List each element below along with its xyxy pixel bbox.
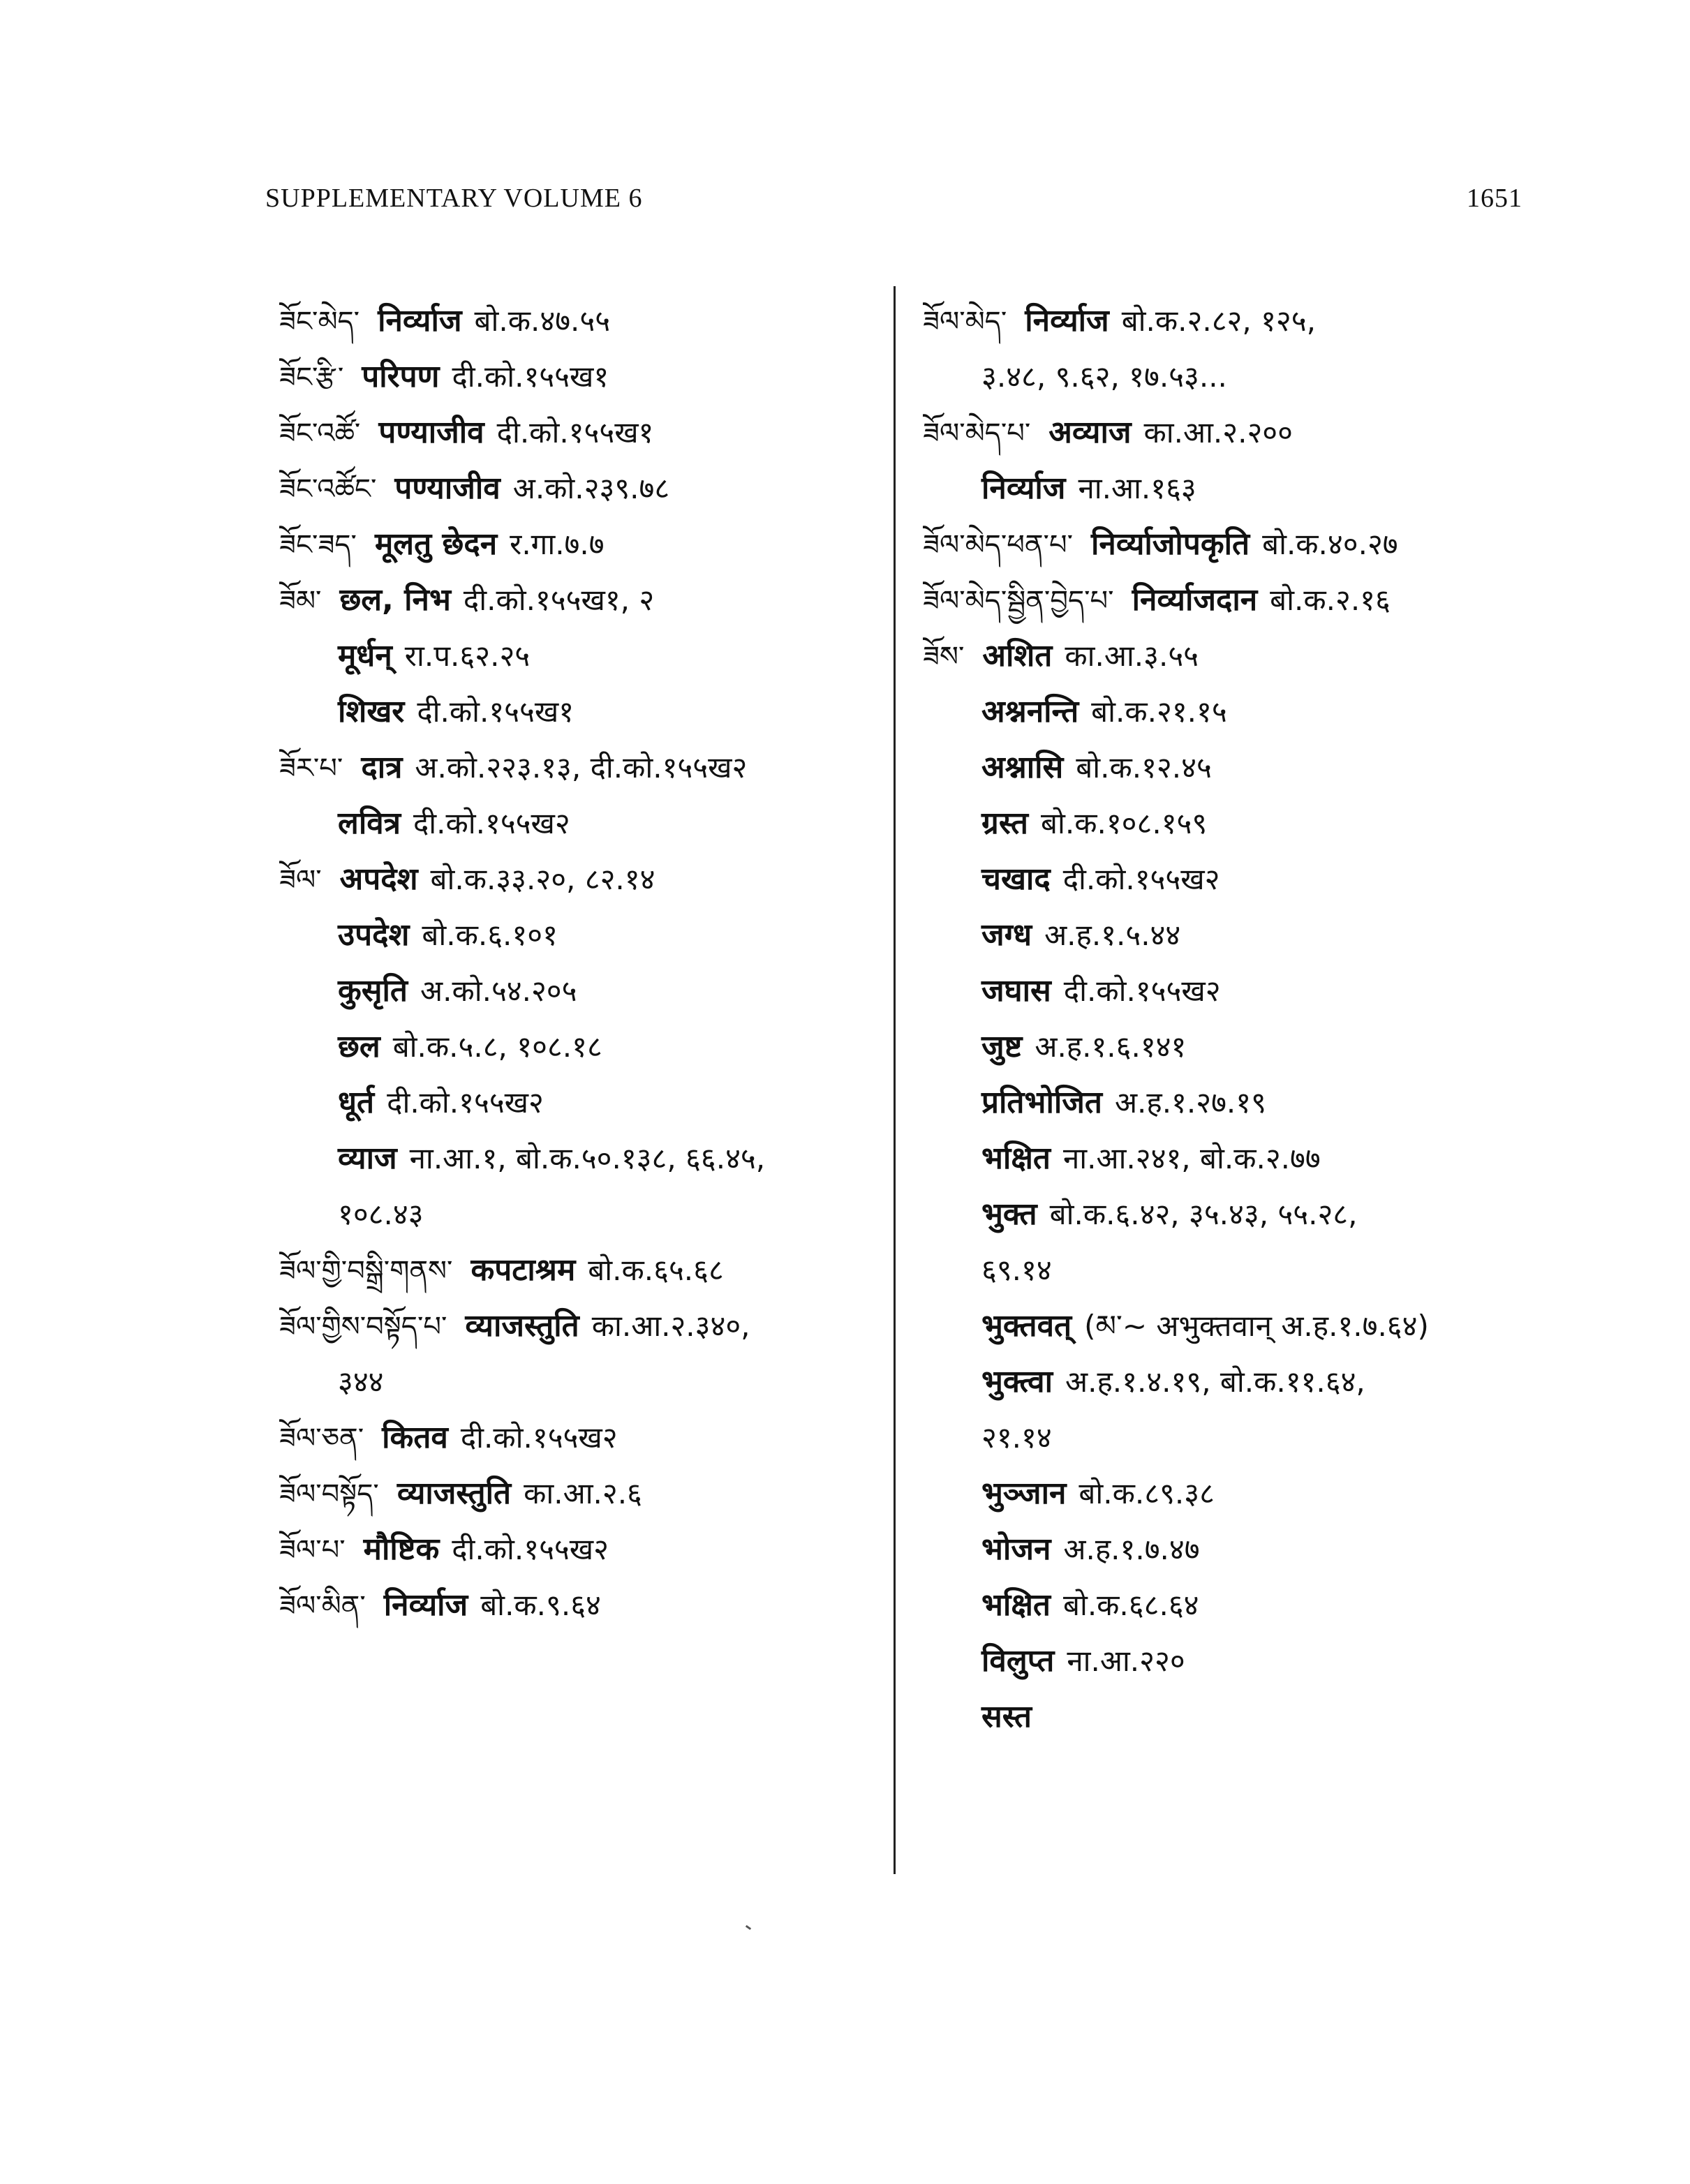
tibetan-headword: ཟོལ་མེད་ཕན་པ་ xyxy=(923,529,1073,561)
sanskrit-equivalent: अशित xyxy=(982,638,1053,674)
source-reference: ६९.१४ xyxy=(981,1253,1052,1287)
dictionary-entry xyxy=(279,1466,880,1522)
sub-entry xyxy=(279,796,880,852)
dictionary-entry xyxy=(923,405,1523,461)
sub-entry xyxy=(923,1466,1523,1522)
source-reference: अ.को.२२३.१३, दी.को.१५५ख२ xyxy=(415,750,748,785)
sanskrit-equivalent: निर्व्याज xyxy=(383,1587,468,1623)
tibetan-headword: ཟོས་ xyxy=(923,641,965,673)
source-reference: अ.को.२३९.७८ xyxy=(512,471,670,505)
source-reference: बो.क.१२.४५ xyxy=(1076,750,1212,785)
sanskrit-equivalent: अश्ननन्ति xyxy=(981,694,1079,729)
sanskrit-equivalent: भुञ्जान xyxy=(981,1476,1067,1511)
sanskrit-equivalent: भुक्तवत् xyxy=(981,1308,1072,1344)
source-reference: दी.को.१५५ख१ xyxy=(452,359,609,394)
sub-entry xyxy=(923,684,1523,740)
sanskrit-equivalent: अपदेश xyxy=(339,861,418,897)
source-reference: बो.क.२.१६ xyxy=(1270,583,1391,617)
continuation-line xyxy=(923,1242,1523,1298)
sub-entry xyxy=(923,1019,1523,1075)
sub-entry xyxy=(279,1131,880,1187)
sanskrit-equivalent: दात्र xyxy=(361,750,403,785)
source-reference: बो.क.५.८, १०८.१८ xyxy=(392,1030,602,1064)
dictionary-entry xyxy=(279,1410,880,1466)
tibetan-headword: ཟོལ་མེད་པ་ xyxy=(923,417,1031,450)
source-reference: बो.क.६८.६४ xyxy=(1062,1588,1199,1622)
sub-entry xyxy=(279,907,880,963)
dictionary-entry xyxy=(279,572,880,628)
source-reference: दी.को.१५५ख२ xyxy=(1063,974,1221,1008)
tibetan-headword: ཟོང་མེད་ xyxy=(279,306,360,338)
sanskrit-equivalent: विलुप्त xyxy=(981,1643,1055,1679)
sub-entry xyxy=(923,740,1523,796)
source-reference: बो.क.४७.५५ xyxy=(474,304,611,338)
dictionary-entry xyxy=(279,1577,880,1633)
sub-entry xyxy=(279,628,880,684)
sanskrit-equivalent: प्रतिभोजित xyxy=(981,1085,1102,1120)
source-reference: १०८.४३ xyxy=(338,1197,424,1231)
sanskrit-equivalent: निर्व्याज xyxy=(981,470,1066,506)
dictionary-entry xyxy=(279,461,880,517)
source-reference: रा.प.६२.२५ xyxy=(404,639,531,673)
sanskrit-equivalent: मूलतु छेदन xyxy=(374,526,498,562)
source-reference: ना.आ.१६३ xyxy=(1078,471,1196,505)
continuation-line xyxy=(279,1354,880,1410)
dictionary-entry xyxy=(279,293,880,349)
sanskrit-equivalent: निर्व्याज xyxy=(1025,303,1109,339)
dictionary-entry xyxy=(279,349,880,405)
sanskrit-equivalent: धूर्त xyxy=(338,1085,375,1120)
source-reference: बो.क.२१.१५ xyxy=(1091,694,1227,729)
sanskrit-equivalent: कपटाश्रम xyxy=(470,1252,576,1288)
dictionary-entry xyxy=(279,517,880,572)
sanskrit-equivalent: भक्षित xyxy=(981,1587,1051,1623)
sanskrit-equivalent: मूर्धन् xyxy=(338,638,392,674)
right-column xyxy=(923,293,1523,1745)
sanskrit-equivalent: ग्रस्त xyxy=(981,805,1029,841)
sub-entry xyxy=(923,1354,1523,1410)
column-divider xyxy=(894,286,896,1874)
source-reference: बो.क.८९.३८ xyxy=(1079,1476,1215,1510)
sanskrit-equivalent: कितव xyxy=(382,1420,448,1455)
tibetan-headword: ཟོལ་གྱི་བསྒྲི་གནས་ xyxy=(279,1255,453,1287)
source-reference: दी.को.१५५ख२ xyxy=(387,1085,544,1120)
tibetan-headword: ཟོལ་མིན་ xyxy=(279,1590,366,1622)
continuation-line xyxy=(923,1410,1523,1466)
sub-entry xyxy=(923,1577,1523,1633)
sanskrit-equivalent: मौष्टिक xyxy=(363,1531,440,1567)
sub-entry xyxy=(923,1075,1523,1131)
source-reference: दी.को.१५५ख२ xyxy=(460,1420,618,1455)
dictionary-entry xyxy=(279,852,880,907)
source-reference: बो.क.२.८२, १२५, xyxy=(1121,304,1316,338)
source-reference: २१.१४ xyxy=(981,1420,1052,1455)
dictionary-entry xyxy=(279,405,880,461)
sub-entry xyxy=(279,963,880,1019)
sanskrit-equivalent: अव्याज xyxy=(1048,415,1132,450)
source-reference: (མ་~ अभुक्तवान् अ.ह.१.७.६४) xyxy=(1084,1309,1429,1343)
dictionary-entry xyxy=(279,1242,880,1298)
tibetan-headword: ཟོལ་མེད་ xyxy=(923,306,1007,338)
sanskrit-equivalent: निर्व्याजदान xyxy=(1132,582,1258,618)
dictionary-entry xyxy=(923,572,1523,628)
source-reference: र.गा.७.७ xyxy=(510,527,605,561)
source-reference: अ.को.५४.२०५ xyxy=(420,974,577,1008)
sub-entry xyxy=(279,1075,880,1131)
source-reference: का.आ.२.२०० xyxy=(1143,415,1293,450)
source-reference: का.आ.३.५५ xyxy=(1065,639,1199,673)
sub-entry xyxy=(923,1522,1523,1577)
continuation-line xyxy=(279,1187,880,1242)
sanskrit-equivalent: भुक्त xyxy=(981,1196,1037,1232)
tibetan-headword: ཟོམ་ xyxy=(279,585,322,617)
source-reference: बो.क.३३.२०, ८२.१४ xyxy=(430,862,655,896)
source-reference: अ.ह.१.५.४४ xyxy=(1044,918,1181,952)
source-reference: दी.को.१५५ख१ xyxy=(417,694,575,729)
sanskrit-equivalent: पण्याजीव xyxy=(394,470,501,506)
dictionary-entry xyxy=(279,1522,880,1577)
tibetan-headword: ཟོང་རྩི་ xyxy=(279,362,344,394)
source-reference: ३.४८, ९.६२, १७.५३... xyxy=(981,359,1227,394)
sub-entry xyxy=(923,852,1523,907)
sanskrit-equivalent: छल xyxy=(338,1029,380,1064)
source-reference: दी.को.१५५ख२ xyxy=(413,806,570,840)
sanskrit-equivalent: शिखर xyxy=(338,694,405,729)
sanskrit-equivalent: निर्व्याजोपकृति xyxy=(1091,526,1250,562)
dictionary-entry xyxy=(279,740,880,796)
tibetan-headword: ཟོལ་མེད་སྦྱིན་བྱེད་པ་ xyxy=(923,585,1114,617)
sub-entry xyxy=(923,1689,1523,1745)
continuation-line xyxy=(923,349,1523,405)
sub-entry xyxy=(923,461,1523,517)
volume-title: SUPPLEMENTARY VOLUME 6 xyxy=(265,184,643,213)
dictionary-entry xyxy=(923,628,1523,684)
tibetan-headword: ཟོལ་ xyxy=(279,864,322,896)
source-reference: बो.क.४०.२७ xyxy=(1262,527,1398,561)
tibetan-headword: ཟོལ་པ་ xyxy=(279,1534,346,1566)
sub-entry xyxy=(923,1298,1523,1354)
sanskrit-equivalent: जघास xyxy=(981,973,1051,1009)
left-column xyxy=(279,293,880,1633)
tibetan-headword: ཟོར་པ་ xyxy=(279,752,343,785)
tibetan-headword: ཟོང་འཚོང་ xyxy=(279,473,377,505)
tibetan-headword: ཟོལ་གྱིས་བསྟོད་པ་ xyxy=(279,1311,447,1343)
source-reference: बो.क.६५.६८ xyxy=(588,1253,724,1287)
sanskrit-equivalent: चखाद xyxy=(981,861,1051,897)
sanskrit-equivalent: व्याजस्तुति xyxy=(465,1308,579,1344)
source-reference: ना.आ.२२० xyxy=(1067,1644,1185,1678)
source-reference: अ.ह.१.२७.१९ xyxy=(1114,1085,1266,1120)
sub-entry xyxy=(923,796,1523,852)
source-reference: का.आ.२.३४०, xyxy=(591,1309,750,1343)
sanskrit-equivalent: लवित्र xyxy=(338,805,401,841)
sanskrit-equivalent: उपदेश xyxy=(338,917,410,953)
source-reference: अ.ह.१.६.१४१ xyxy=(1035,1030,1187,1064)
source-reference: ना.आ.२४१, बो.क.२.७७ xyxy=(1062,1141,1321,1175)
sanskrit-equivalent: कुसृति xyxy=(338,973,408,1009)
sanskrit-equivalent: सस्त xyxy=(981,1699,1032,1734)
sub-entry xyxy=(923,907,1523,963)
page-number: 1651 xyxy=(1467,184,1522,213)
tibetan-headword: ཟོང་ཟད་ xyxy=(279,529,357,561)
sanskrit-equivalent: जुष्ट xyxy=(981,1029,1023,1064)
dictionary-entry xyxy=(923,517,1523,572)
source-reference: ३४४ xyxy=(338,1365,384,1399)
tibetan-headword: ཟོལ་བསྟོད་ xyxy=(279,1478,379,1510)
tibetan-headword: ཟོལ་ཅན་ xyxy=(279,1422,364,1455)
dictionary-entry xyxy=(279,1298,880,1354)
source-reference: बो.क.१०८.१५९ xyxy=(1041,806,1208,840)
sanskrit-equivalent: भोजन xyxy=(981,1531,1051,1567)
dictionary-entry xyxy=(923,293,1523,349)
sanskrit-equivalent: पण्याजीव xyxy=(378,415,484,450)
sanskrit-equivalent: व्याज xyxy=(338,1141,397,1176)
sub-entry xyxy=(279,684,880,740)
source-reference: का.आ.२.६ xyxy=(524,1476,642,1510)
sub-entry xyxy=(923,1633,1523,1689)
source-reference: ना.आ.१, बो.क.५०.१३८, ६६.४५, xyxy=(409,1141,766,1175)
sanskrit-equivalent: परिपण xyxy=(362,359,440,394)
source-reference: अ.ह.१.४.१९, बो.क.११.६४, xyxy=(1065,1365,1365,1399)
sanskrit-equivalent: छल, निभ xyxy=(339,582,451,618)
sub-entry xyxy=(923,1187,1523,1242)
source-reference: दी.को.१५५ख१, २ xyxy=(463,583,655,617)
source-reference: बो.क.९.६४ xyxy=(480,1588,601,1622)
sanskrit-equivalent: भक्षित xyxy=(981,1141,1051,1176)
source-reference: बो.क.६.४२, ३५.४३, ५५.२८, xyxy=(1049,1197,1358,1231)
scan-speck xyxy=(746,1925,751,1930)
source-reference: अ.ह.१.७.४७ xyxy=(1063,1532,1200,1566)
source-reference: दी.को.१५५ख२ xyxy=(452,1532,609,1566)
sanskrit-equivalent: व्याजस्तुति xyxy=(396,1476,512,1511)
sanskrit-equivalent: अश्नासि xyxy=(981,750,1064,785)
sub-entry xyxy=(923,963,1523,1019)
sanskrit-equivalent: निर्व्याज xyxy=(378,303,462,339)
sub-entry xyxy=(279,1019,880,1075)
tibetan-headword: ཟོང་འཚོ་ xyxy=(279,417,361,450)
sanskrit-equivalent: जग्ध xyxy=(981,917,1032,953)
source-reference: बो.क.६.१०१ xyxy=(422,918,558,952)
source-reference: दी.को.१५५ख१ xyxy=(496,415,654,450)
sanskrit-equivalent: भुक्त्वा xyxy=(981,1364,1053,1399)
source-reference: दी.को.१५५ख२ xyxy=(1062,862,1220,896)
sub-entry xyxy=(923,1131,1523,1187)
